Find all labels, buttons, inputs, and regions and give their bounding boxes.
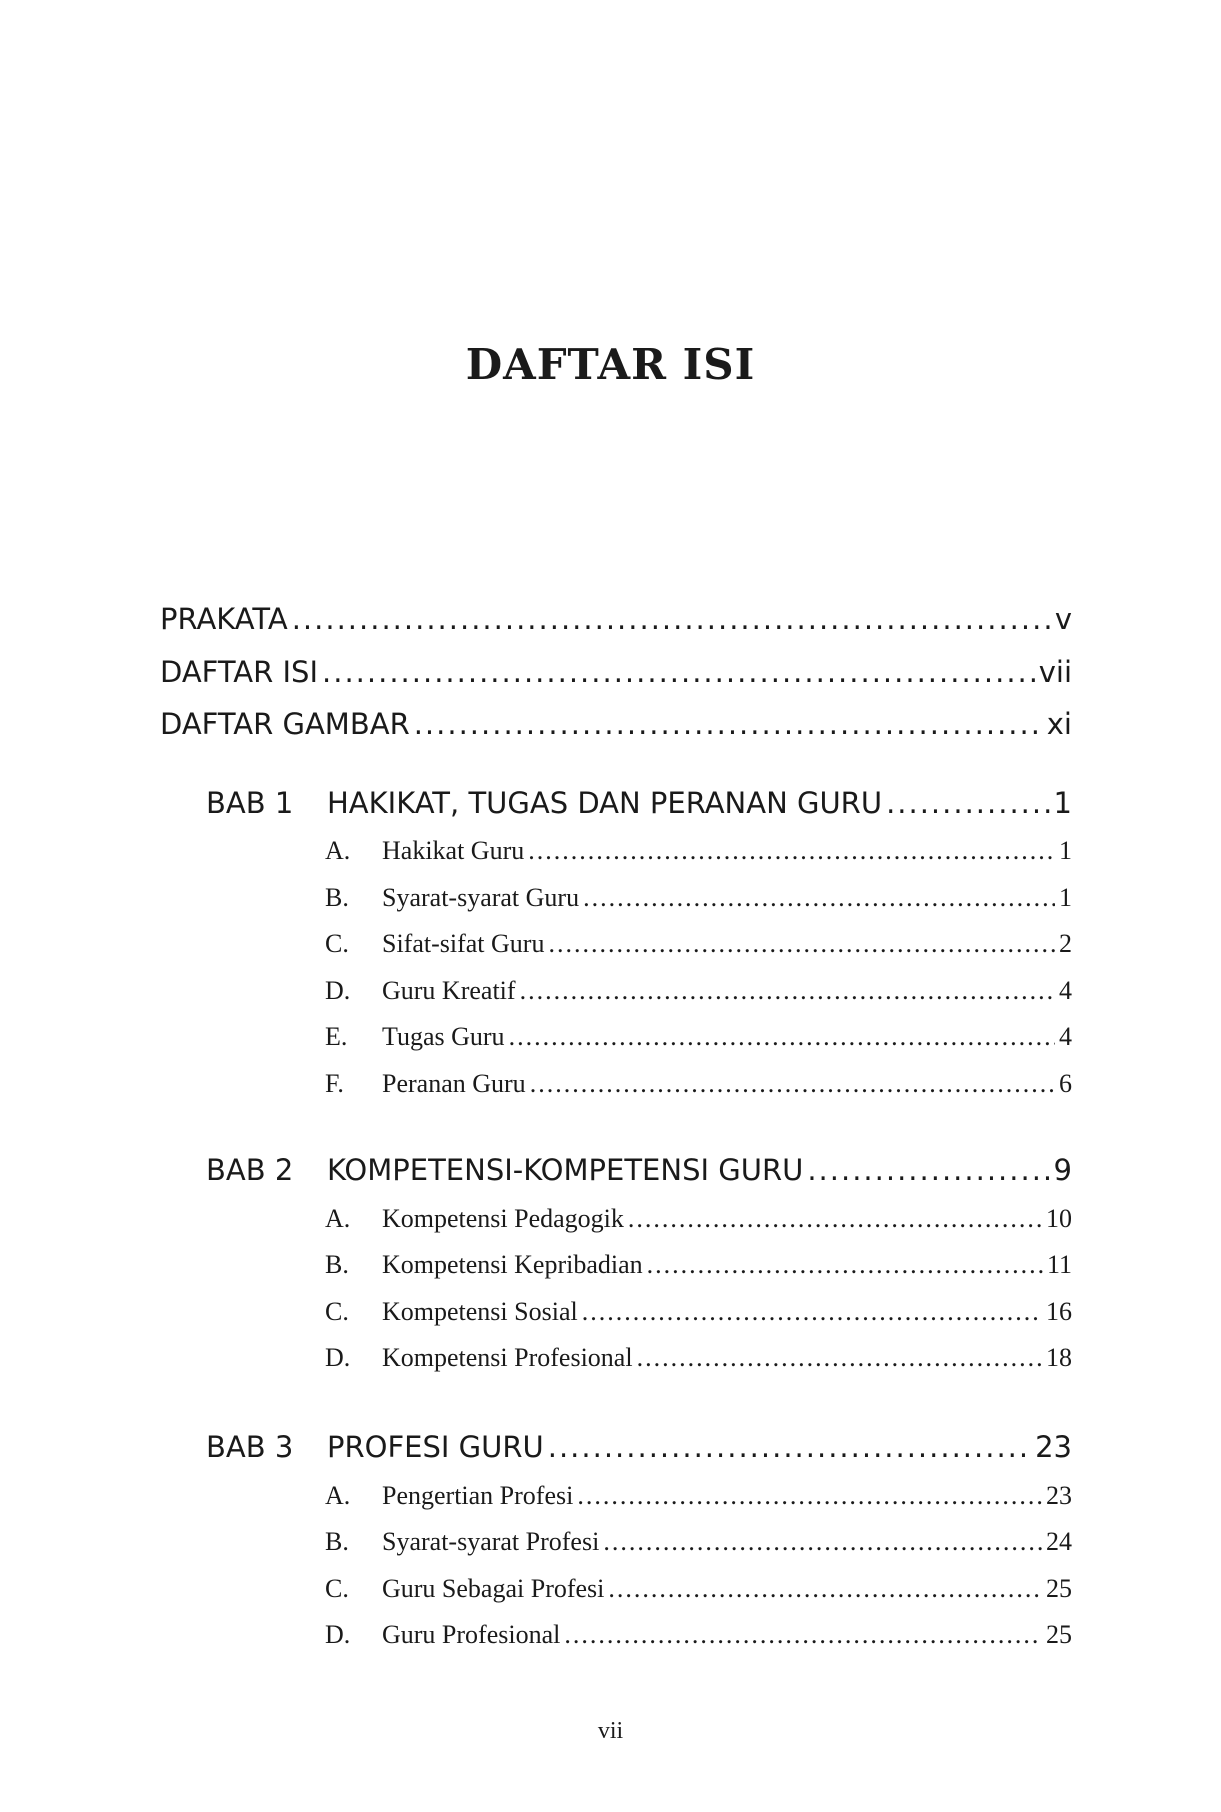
- section-letter: D.: [325, 976, 351, 1005]
- section-page: 10: [1046, 1204, 1072, 1233]
- section-page: 4: [1059, 976, 1072, 1005]
- section-page: 25: [1046, 1620, 1072, 1649]
- chapter-title: PROFESI GURU: [327, 1430, 544, 1464]
- section-page: 1: [1059, 883, 1072, 912]
- section-letter: A.: [325, 1481, 351, 1510]
- dot-leader: [886, 786, 1049, 820]
- toc-section[interactable]: [325, 1204, 1072, 1234]
- toc-entry-daftar-isi[interactable]: [160, 655, 1072, 689]
- toc-section[interactable]: [325, 1069, 1072, 1099]
- toc-entry-page: vii: [1038, 655, 1072, 689]
- section-page: 24: [1046, 1527, 1072, 1556]
- toc-entry-page: v: [1054, 602, 1072, 636]
- toc-section[interactable]: [325, 1250, 1072, 1280]
- toc-section[interactable]: [325, 836, 1072, 866]
- section-page: 6: [1059, 1069, 1072, 1098]
- section-letter: D.: [325, 1620, 351, 1649]
- section-letter: B.: [325, 883, 349, 912]
- section-page: 11: [1046, 1250, 1072, 1279]
- section-title: Syarat-syarat Guru: [382, 883, 580, 912]
- dot-leader: [520, 976, 1055, 1006]
- dot-leader: [564, 1620, 1042, 1650]
- toc-section[interactable]: [325, 1297, 1072, 1327]
- toc-section[interactable]: [325, 976, 1072, 1006]
- toc-entry-title: DAFTAR ISI: [160, 655, 319, 689]
- toc-entry-prakata[interactable]: [160, 602, 1072, 636]
- toc-chapter-1[interactable]: [206, 786, 1072, 820]
- chapter-label: BAB 1: [206, 786, 294, 820]
- dot-leader: [414, 707, 1043, 741]
- chapter-page: 9: [1053, 1153, 1072, 1187]
- section-title: Syarat-syarat Profesi: [382, 1527, 600, 1556]
- dot-leader: [528, 836, 1055, 866]
- section-title: Guru Kreatif: [382, 976, 516, 1005]
- section-letter: C.: [325, 1574, 349, 1603]
- toc-section[interactable]: [325, 1481, 1072, 1511]
- section-letter: B.: [325, 1250, 349, 1279]
- dot-leader: [292, 602, 1051, 636]
- page-title: DAFTAR ISI: [465, 340, 756, 389]
- toc-section[interactable]: [325, 1574, 1072, 1604]
- dot-leader: [647, 1250, 1043, 1280]
- chapter-label: BAB 2: [206, 1153, 294, 1187]
- dot-leader: [608, 1574, 1042, 1604]
- dot-leader: [637, 1343, 1042, 1373]
- dot-leader: [807, 1153, 1049, 1187]
- chapter-title: HAKIKAT, TUGAS DAN PERANAN GURU: [327, 786, 883, 820]
- toc-entry-page: xi: [1046, 707, 1072, 741]
- toc-entry-title: PRAKATA: [160, 602, 288, 636]
- chapter-title: KOMPETENSI-KOMPETENSI GURU: [327, 1153, 804, 1187]
- section-page: 18: [1046, 1343, 1072, 1372]
- dot-leader: [509, 1022, 1055, 1052]
- toc-section[interactable]: [325, 883, 1072, 913]
- section-letter: D.: [325, 1343, 351, 1372]
- section-title: Kompetensi Pedagogik: [382, 1204, 624, 1233]
- toc-section[interactable]: [325, 1022, 1072, 1052]
- section-page: 25: [1046, 1574, 1072, 1603]
- toc-section[interactable]: [325, 1620, 1072, 1650]
- section-title: Kompetensi Kepribadian: [382, 1250, 643, 1279]
- section-page: 23: [1046, 1481, 1072, 1510]
- page-number: vii: [597, 1718, 624, 1744]
- section-title: Guru Sebagai Profesi: [382, 1574, 605, 1603]
- dot-leader: [628, 1204, 1042, 1234]
- toc-entry-title: DAFTAR GAMBAR: [160, 707, 410, 741]
- toc-chapter-2[interactable]: [206, 1153, 1072, 1187]
- section-title: Hakikat Guru: [382, 836, 525, 865]
- section-title: Peranan Guru: [382, 1069, 526, 1098]
- toc-chapter-3[interactable]: [206, 1430, 1072, 1464]
- chapter-label: BAB 3: [206, 1430, 294, 1464]
- section-letter: A.: [325, 1204, 351, 1233]
- section-page: 16: [1046, 1297, 1072, 1326]
- toc-section[interactable]: [325, 1527, 1072, 1557]
- toc-section[interactable]: [325, 1343, 1072, 1373]
- section-letter: C.: [325, 1297, 349, 1326]
- dot-leader: [582, 1297, 1042, 1327]
- toc-section[interactable]: [325, 929, 1072, 959]
- toc-entry-daftar-gambar[interactable]: [160, 707, 1072, 741]
- section-title: Kompetensi Profesional: [382, 1343, 633, 1372]
- section-page: 4: [1059, 1022, 1072, 1051]
- dot-leader: [548, 1430, 1031, 1464]
- section-letter: E.: [325, 1022, 348, 1051]
- section-title: Kompetensi Sosial: [382, 1297, 578, 1326]
- section-title: Pengertian Profesi: [382, 1481, 574, 1510]
- section-title: Guru Profesional: [382, 1620, 561, 1649]
- dot-leader: [583, 883, 1055, 913]
- dot-leader: [530, 1069, 1055, 1099]
- section-letter: C.: [325, 929, 349, 958]
- dot-leader: [548, 929, 1055, 959]
- section-title: Sifat-sifat Guru: [382, 929, 545, 958]
- section-page: 2: [1059, 929, 1072, 958]
- dot-leader: [322, 655, 1035, 689]
- chapter-page: 1: [1053, 786, 1072, 820]
- section-letter: A.: [325, 836, 351, 865]
- dot-leader: [577, 1481, 1042, 1511]
- section-letter: F.: [325, 1069, 344, 1098]
- section-page: 1: [1059, 836, 1072, 865]
- chapter-page: 23: [1035, 1430, 1072, 1464]
- section-title: Tugas Guru: [382, 1022, 505, 1051]
- dot-leader: [603, 1527, 1042, 1557]
- section-letter: B.: [325, 1527, 349, 1556]
